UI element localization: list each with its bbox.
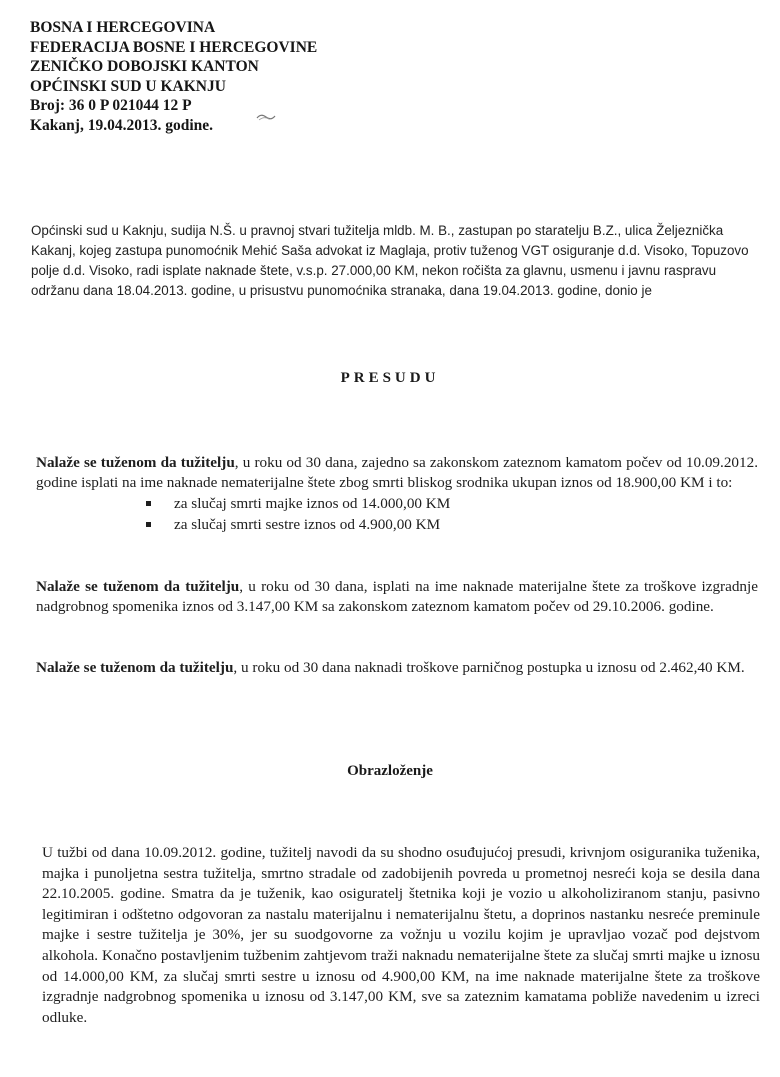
header-federation: FEDERACIJA BOSNE I HERCEGOVINE	[30, 38, 318, 56]
header-court: OPĆINSKI SUD U KAKNJU	[30, 77, 226, 95]
scan-smudge-icon	[255, 112, 277, 122]
reasoning-paragraph	[42, 843, 760, 1028]
ruling-rest-1: , u roku od 30 dana, zajedno sa zakonskom zateznom kamatom počev od 10.09.2012. godine isplati na ime naknade nematerijalne štete zbog smrti bliskog srodnika ukupan iznos od 18.900,00 KM i to:	[36, 454, 758, 491]
ruling-lead-2: Nalaže se tuženom da tužitelju	[36, 578, 240, 595]
header-place-date: Kakanj, 19.04.2013. godine.	[30, 116, 214, 134]
ruling-item-mother: za slučaj smrti majke iznos od 14.000,00 KM	[174, 495, 451, 512]
header-case-number: Broj: 36 0 P 021044 12 P	[30, 97, 192, 114]
ruling-item-sister: za slučaj smrti sestre iznos od 4.900,00 KM	[174, 516, 441, 533]
bullet-icon	[146, 501, 151, 506]
ruling-text-1	[36, 453, 758, 493]
list-item	[146, 493, 758, 514]
ruling-paragraph-1	[36, 453, 758, 535]
ruling-item-list	[36, 493, 758, 535]
ruling-paragraph-3	[36, 658, 758, 678]
intro-text: Općinski sud u Kaknju, sudija N.Š. u pravnoj stvari tužitelja mldb. M. B., zastupan po staratelju B.Z., ulica Željeznička Kakanj, kojeg zastupa punomoćnik Mehić Saša advokat iz Maglaja, protiv tuženog VGT osiguranje d.d. Visoko, Topuzovo polje d.d. Visoko, radi isplate naknade štete, v.s.p. 27.000,00 KM, nekon ročišta za glavnu, usmenu i javnu raspravu održanu dana 18.04.2013. godine, u prisustvu punomoćnika stranaka, dana 19.04.2013. godine, donio je	[31, 223, 749, 298]
list-item	[146, 514, 758, 535]
ruling-rest-2: , u roku od 30 dana, isplati na ime naknade materijalne štete za troškove izgradnje nadgrobnog spomenika iznos od 3.147,00 KM sa zakonskom zateznom kamatom počev od 29.10.2006. godine.	[36, 578, 758, 615]
intro-paragraph	[31, 221, 766, 301]
verdict-title: PRESUDU	[340, 370, 440, 386]
ruling-text-3	[36, 658, 758, 678]
ruling-rest-3: , u roku od 30 dana naknadi troškove parničnog postupka u iznosu od 2.462,40 KM.	[233, 659, 745, 676]
header-canton: ZENIČKO DOBOJSKI KANTON	[30, 58, 259, 75]
ruling-lead-1: Nalaže se tuženom da tužitelju	[36, 454, 235, 471]
ruling-lead-3: Nalaže se tuženom da tužitelju	[36, 659, 234, 676]
bullet-icon	[146, 522, 151, 527]
header-country: BOSNA I HERCEGOVINA	[30, 19, 216, 36]
ruling-paragraph-2	[36, 577, 758, 617]
ruling-text-2	[36, 577, 758, 617]
reasoning-title: Obrazloženje	[347, 763, 433, 779]
reasoning-text: U tužbi od dana 10.09.2012. godine, tužitelj navodi da su shodno osuđujućoj presudi, krivnjom osiguranika tuženika, majka i punoljetna sestra tužitelja, smrtno stradale od zadobijenih povreda u prometnoj nesreći koja se desila dana 22.10.2005. godine. Smatra da je tuženik, kao osiguratelj štetnika koji je vozio u alkoholiziranom stanju, pasivno legitimiran i odštetno odgovoran za nastalu materijalnu i nematerijalnu štetu, a doprinos nastanku nesreće preminule majke i sestre tužitelja je 30%, jer su suodgovorne za vožnju u vozilu kojim je upravljao vozač pod dejstvom alkohola. Konačno postavljenim tužbenim zahtjevom traži naknadu nematerijalne štete za slučaj smrti majke u iznosu od 14.000,00 KM, za slučaj smrti sestre u iznosu od 4.900,00 KM, na ime naknade materijalne štete za troškove izgradnje nadgrobnog spomenika u iznosu od 3.147,00 KM, sve sa zateznim kamatama pobliže navedenim u izreci odluke.	[42, 844, 760, 1026]
